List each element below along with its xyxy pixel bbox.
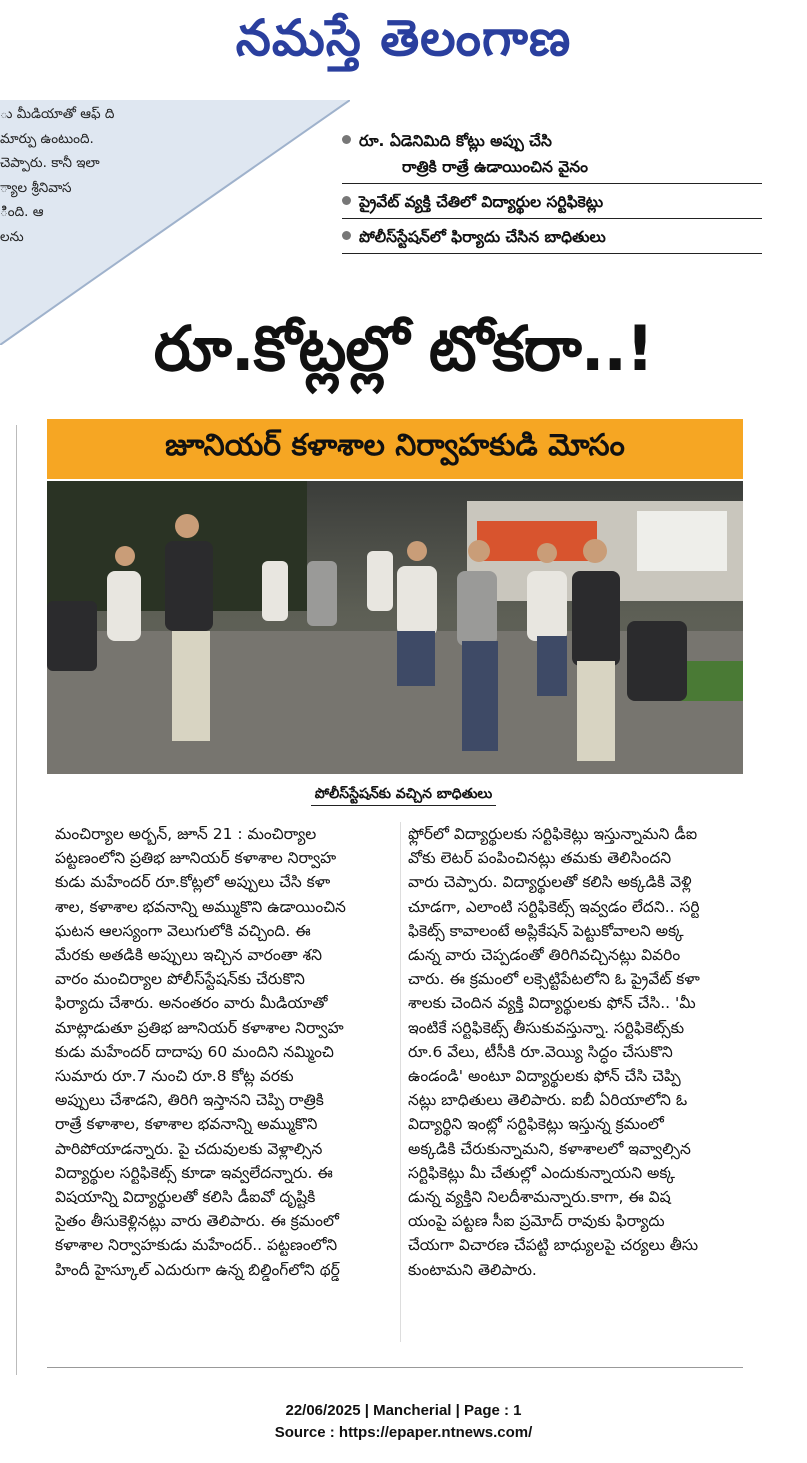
article-line: వోకు లెటర్ పంపించినట్లు తమకు తెలిసిందని xyxy=(408,849,672,868)
crowd-photo-illustration xyxy=(47,481,743,774)
article-line: కుంటామని తెలిపారు. xyxy=(408,1260,537,1279)
article-column-1 xyxy=(55,822,400,1282)
article-line: ఫిర్యాదు చేశారు. అనంతరం వారు మీడియాతో xyxy=(55,994,328,1013)
subheadline-banner: జూనియర్ కళాశాల నిర్వాహకుడి మోసం xyxy=(47,419,743,479)
article-line: పట్టణంలోని ప్రతిభ జూనియర్ కళాశాల నిర్వాహ xyxy=(55,849,337,868)
article-line: కుడు మహేందర్ రూ.కోట్లలో అప్పులు చేసి కళా xyxy=(55,873,331,892)
bullet-dot-icon xyxy=(342,196,351,205)
highlight-text: పోలీస్‌స్టేషన్‌లో ఫిర్యాదు చేసిన బాధితులు xyxy=(359,228,606,246)
highlight-underline xyxy=(342,183,762,184)
previous-story-line: ్యాల శ్రీనివాస xyxy=(0,179,72,196)
previous-story-line: చెప్పారు. కానీ ఇలా xyxy=(0,155,100,171)
article-line: మంచిర్యాల అర్బన్, జూన్ 21 : మంచిర్యాల xyxy=(55,825,317,843)
article-line: పారిపోయాడన్నారు. పై చదువులకు వెళ్లాల్సిన xyxy=(55,1139,323,1158)
article-line: చారు. ఈ క్రమంలో లక్సెట్టిపేటలోని ఓ ప్రైవేట్ కళా xyxy=(408,970,700,989)
article-line: సుమారు రూ.7 నుంచి రూ.8 కోట్ల వరకు xyxy=(55,1067,294,1086)
bottom-rule xyxy=(47,1367,743,1368)
article-line: హిందీ హైస్కూల్ ఎదురుగా ఉన్న బిల్డింగ్‌లోని థర్డ్ xyxy=(55,1260,340,1279)
previous-story-line: లను xyxy=(0,228,24,245)
article-line: విషయాన్ని విద్యార్థులతో కలిసి డీఐవో దృష్టికి xyxy=(55,1188,316,1207)
news-photo xyxy=(47,481,743,774)
article-line: వారు చెప్పారు. విద్యార్థులతో కలిసి అక్కడికి వెళ్లి xyxy=(408,873,692,892)
bullet-dot-icon xyxy=(342,135,351,144)
masthead-logo: నమస్తే తెలంగాణ xyxy=(235,8,572,67)
article-line: కళాశాల నిర్వాహకుడు మహేందర్.. పట్టణంలోని xyxy=(55,1236,338,1255)
article-line: వారం మంచిర్యాల పోలీస్‌స్టేషన్‌కు చేరుకొని xyxy=(55,970,305,989)
previous-story-line: ిింది. ఆ xyxy=(0,204,44,220)
article-line: కుడు మహేందర్ దాదాపు 60 మందిని నమ్మించి xyxy=(55,1042,334,1061)
left-column-rule xyxy=(16,425,17,1375)
article-line: ఇంటికే సర్టిఫికెట్స్ తీసుకువస్తున్నా. సర్టిఫికెట్స్‌కు xyxy=(408,1018,685,1037)
article-line: సైతం తీసుకెళ్లినట్లు వారు తెలిపారు. ఈ క్రమంలో xyxy=(55,1212,339,1231)
article-line: ఫ్లోర్‌లో విద్యార్థులకు సర్టిఫికెట్లు ఇస్తున్నామని డీఐ xyxy=(408,825,698,843)
headline: రూ.కోట్లల్లో టోకరా..! xyxy=(153,312,654,385)
footer-edition-info: 22/06/2025 | Mancherial | Page : 1 xyxy=(285,1402,522,1419)
article-line: రూ.6 వేలు, టీసీకి రూ.వెయ్యి సిద్ధం చేసుకొని xyxy=(408,1042,673,1061)
article-line: అప్పులు చేశాడని, తిరిగి ఇస్తానని చెప్పి రాత్రికి xyxy=(55,1091,324,1110)
bullet-dot-icon xyxy=(342,231,351,240)
article-line: చూడగా, ఎలాంటి సర్టిఫికెట్స్ ఇవ్వడం లేదని.. సర్టి xyxy=(408,897,700,916)
previous-story-text xyxy=(0,102,114,249)
highlight-text: ప్రైవేట్ వ్యక్తి చేతిలో విద్యార్థుల సర్టిఫికెట్లు xyxy=(359,193,604,211)
article-line: విద్యార్థిని ఇంట్లో సర్టిఫికెట్లు ఇస్తున్న క్రమంలో xyxy=(408,1115,664,1134)
highlight-item xyxy=(342,189,762,219)
article-line: డున్న వారు చెప్పడంతో తిరిగివచ్చినట్లు వివరిం xyxy=(408,946,681,965)
highlight-text-continued: రాత్రికి రాత్రే ఉడాయించిన వైనం xyxy=(402,158,588,176)
photo-caption xyxy=(0,786,807,805)
article-column-2 xyxy=(408,822,753,1282)
article-line: ఘటన ఆలస్యంగా వెలుగులోకి వచ్చింది. ఈ xyxy=(55,921,311,940)
highlight-item xyxy=(342,128,762,184)
article-line: సర్టిఫికెట్లు మీ చేతుల్లో ఎందుకున్నాయని అక్క xyxy=(408,1163,675,1182)
highlight-text: రూ. ఏడెనిమిది కోట్లు అప్పు చేసి xyxy=(359,132,552,150)
article-line: శాల, కళాశాల భవనాన్ని అమ్ముకొని ఉడాయించిన xyxy=(55,897,346,916)
previous-story-line: ు మీడియాతో ఆఫ్ ది xyxy=(0,106,115,122)
article-line: చేయగా విచారణ చేపట్టి బాధ్యులపై చర్యలు తీసు xyxy=(408,1236,699,1255)
article-line: అక్కడికి చేరుకున్నామని, కళాశాలలో ఇవ్వాల్సిన xyxy=(408,1139,691,1158)
highlight-item xyxy=(342,224,762,254)
highlight-underline xyxy=(342,218,762,219)
previous-story-panel xyxy=(0,100,350,345)
footer-source[interactable]: Source : https://epaper.ntnews.com/ xyxy=(274,1424,533,1441)
article-line: విద్యార్థుల సర్టిఫికెట్స్ కూడా ఇవ్వలేదన్నారు. ఈ xyxy=(55,1163,333,1182)
article-line: నట్లు బాధితులు తెలిపారు. ఐబీ ఏరియాలోని ఓ xyxy=(408,1091,688,1110)
previous-story-line: మార్పు ఉంటుంది. xyxy=(0,130,94,147)
article-line: శాలకు చెందిన వ్యక్తి విద్యార్థులకు ఫోన్ చేసి.. 'మీ xyxy=(408,994,696,1013)
article-line: డున్న వ్యక్తిని నిలదీశామన్నారు.కాగా, ఈ విష xyxy=(408,1188,671,1207)
photo-caption-text: పోలీస్‌స్టేషన్‌కు వచ్చిన బాధితులు xyxy=(311,786,496,806)
article-line: యంపై పట్టణ సీఐ ప్రమోద్ రావుకు ఫిర్యాదు xyxy=(408,1212,665,1231)
article-line: మాట్లాడుతూ ప్రతిభ జూనియర్ కళాశాల నిర్వాహ xyxy=(55,1018,344,1037)
article-line: ఉండండి' అంటూ విద్యార్థులకు ఫోన్ చేసి చెప్పి xyxy=(408,1067,681,1086)
highlights-list xyxy=(342,128,762,259)
column-separator xyxy=(400,822,401,1342)
article-line: ఫికెట్స్ కావాలంటే అప్లికేషన్ పెట్టుకోవాలని అక్క xyxy=(408,921,684,940)
article-line: రాత్రే కళాశాల, కళాశాల భవనాన్ని అమ్ముకొని xyxy=(55,1115,318,1134)
article-line: మేరకు అతడికి అప్పులు ఇచ్చిన వారంతా శని xyxy=(55,946,322,965)
highlight-underline xyxy=(342,253,762,254)
